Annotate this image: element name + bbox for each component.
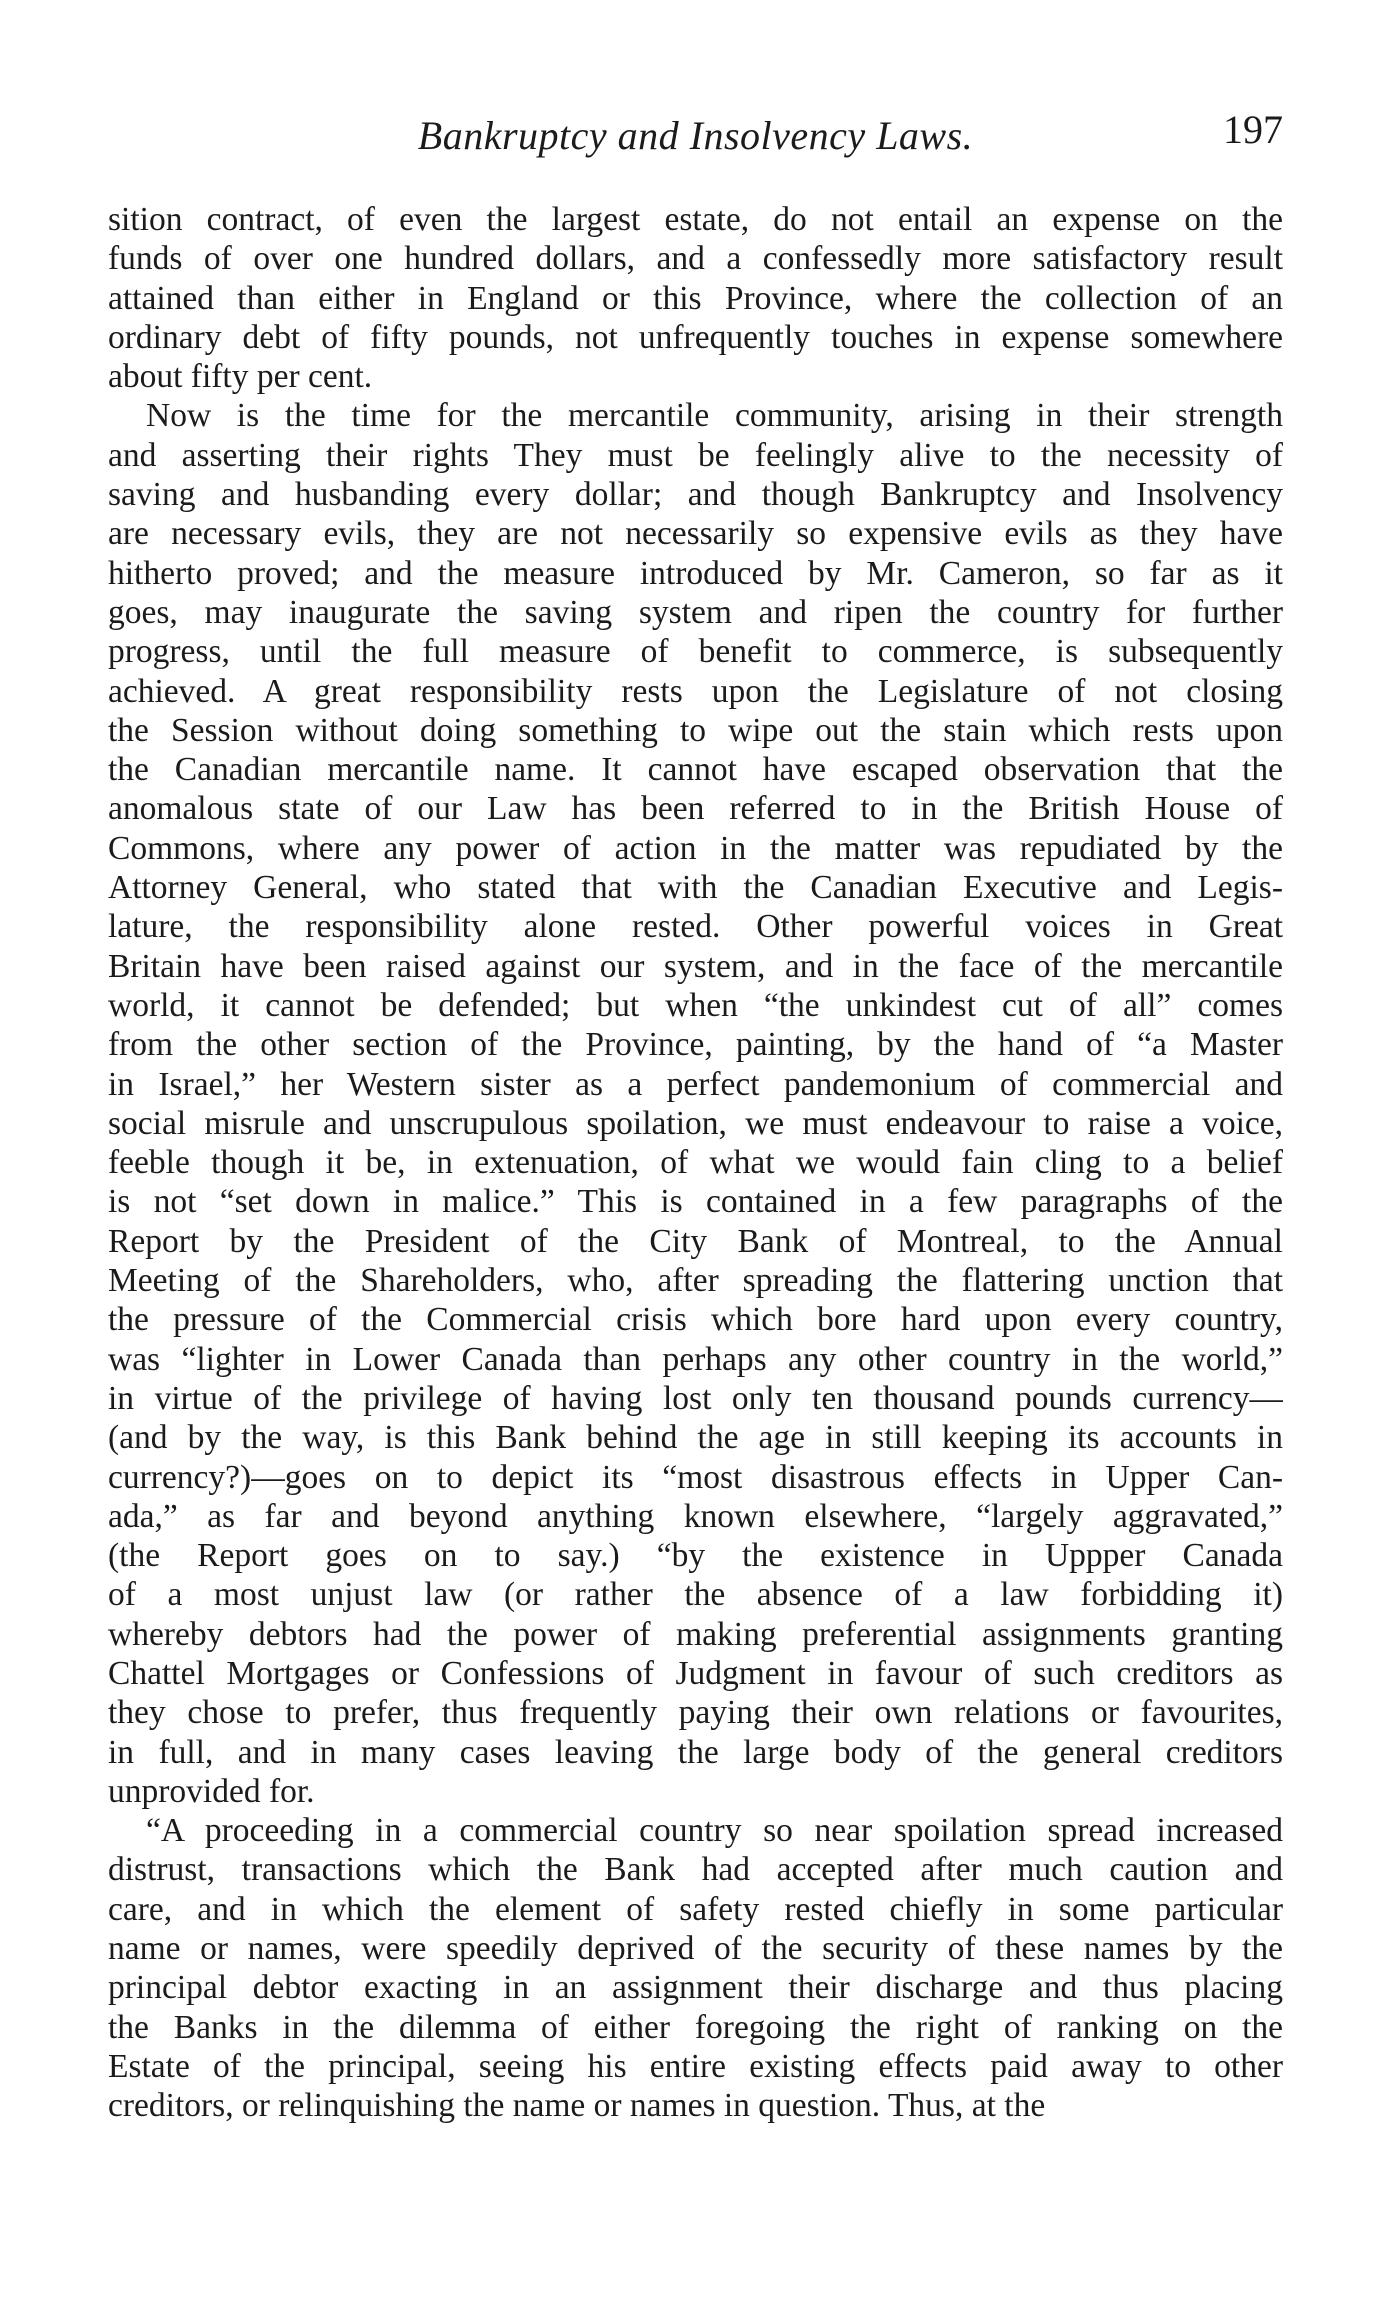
text-line: Estate of the principal, seeing his entire existing effects paid away to other [108, 2047, 1283, 2085]
text-line: whereby debtors had the power of making preferential assignments granting [108, 1615, 1283, 1653]
text-line: progress, until the full measure of benefit to commerce, is subsequently [108, 633, 1283, 671]
text-line: achieved. A great responsibility rests upon the Legislature of not closing [108, 672, 1283, 710]
text-line: about fifty per cent. [108, 358, 373, 396]
text-line: creditors, or relinquishing the name or names in question. Thus, at the [108, 2087, 1046, 2125]
text-line: Chattel Mortgages or Confessions of Judgment in favour of such creditors as [108, 1654, 1283, 1692]
text-line: feeble though it be, in extenuation, of what we would fain cling to a belief [108, 1144, 1283, 1182]
text-line: (and by the way, is this Bank behind the age in still keeping its accounts in [108, 1419, 1283, 1457]
text-line: goes, may inaugurate the saving system and ripen the country for further [108, 593, 1283, 631]
text-line: ordinary debt of fifty pounds, not unfrequently touches in expense somewhere [108, 318, 1283, 356]
text-line: the Banks in the dilemma of either foregoing the right of ranking on the [108, 2008, 1283, 2046]
text-line: Attorney General, who stated that with the Canadian Executive and Legis- [108, 869, 1283, 907]
text-line: distrust, transactions which the Bank had accepted after much caution and [108, 1851, 1283, 1889]
text-line: of a most unjust law (or rather the absence of a law forbidding it) [108, 1576, 1283, 1614]
text-line: sition contract, of even the largest estate, do not entail an expense on the [108, 201, 1283, 238]
text-line: saving and husbanding every dollar; and though Bankruptcy and Insolvency [108, 476, 1283, 514]
text-line: social misrule and unscrupulous spoilation, we must endeavour to raise a voice, [108, 1104, 1283, 1142]
text-line: attained than either in England or this Province, where the collection of an [108, 279, 1283, 317]
text-line: is not “set down in malice.” This is contained in a few paragraphs of the [108, 1183, 1283, 1221]
text-line: currency?)—goes on to depict its “most disastrous effects in Upper Can- [108, 1458, 1283, 1496]
text-line: anomalous state of our Law has been referred to in the British House of [108, 790, 1283, 828]
text-line: (the Report goes on to say.) “by the existence in Uppper Canada [108, 1537, 1283, 1575]
text-line: principal debtor exacting in an assignment their discharge and thus placing [108, 1969, 1283, 2007]
text-line: the Canadian mercantile name. It cannot have escaped observation that the [108, 751, 1283, 789]
text-line: Report by the President of the City Bank of Montreal, to the Annual [108, 1222, 1283, 1260]
text-line: world, it cannot be defended; but when “the unkindest cut of all” comes [108, 986, 1283, 1024]
text-line: care, and in which the element of safety rested chiefly in some particular [108, 1890, 1283, 1928]
text-line: ada,” as far and beyond anything known elsewhere, “largely aggravated,” [108, 1497, 1283, 1535]
text-line: from the other section of the Province, painting, by the hand of “a Master [108, 1026, 1283, 1064]
text-line: Now is the time for the mercantile community, arising in their strength [146, 397, 1283, 435]
text-line: in Israel,” her Western sister as a perfect pandemonium of commercial and [108, 1065, 1283, 1103]
text-line: they chose to prefer, thus frequently paying their own relations or favourites, [108, 1694, 1283, 1732]
text-line: and asserting their rights They must be feelingly alive to the necessity of [108, 436, 1283, 474]
text-line: Commons, where any power of action in the matter was repudiated by the [108, 829, 1283, 867]
running-head [108, 107, 1283, 172]
text-line: lature, the responsibility alone rested. Other powerful voices in Great [108, 908, 1283, 946]
text-line: Meeting of the Shareholders, who, after spreading the flattering unction that [108, 1262, 1283, 1300]
paragraph [108, 1811, 1283, 2125]
text-line: was “lighter in Lower Canada than perhaps any other country in the world,” [108, 1340, 1283, 1378]
paragraph [108, 200, 1283, 396]
running-title: Bankruptcy and Insolvency Laws. [417, 113, 974, 158]
text-line: in virtue of the privilege of having lost only ten thousand pounds currency— [108, 1379, 1283, 1417]
text-line: name or names, were speedily deprived of the security of these names by the [108, 1930, 1283, 1968]
text-line: in full, and in many cases leaving the large body of the general creditors [108, 1733, 1283, 1771]
paragraph [108, 396, 1283, 1811]
text-line: unprovided for. [108, 1772, 315, 1810]
text-line: the pressure of the Commercial crisis which bore hard upon every country, [108, 1301, 1283, 1339]
text-line: “A proceeding in a commercial country so near spoilation spread increased [146, 1812, 1283, 1850]
page-number: 197 [1223, 107, 1283, 152]
text-line: are necessary evils, they are not necessarily so expensive evils as they have [108, 515, 1283, 553]
text-line: Britain have been raised against our system, and in the face of the mercantile [108, 947, 1283, 985]
body-text [108, 200, 1283, 2126]
text-line: hitherto proved; and the measure introduced by Mr. Cameron, so far as it [108, 554, 1283, 592]
text-line: funds of over one hundred dollars, and a confessedly more satisfactory result [108, 240, 1283, 278]
text-line: the Session without doing something to wipe out the stain which rests upon [108, 711, 1283, 749]
